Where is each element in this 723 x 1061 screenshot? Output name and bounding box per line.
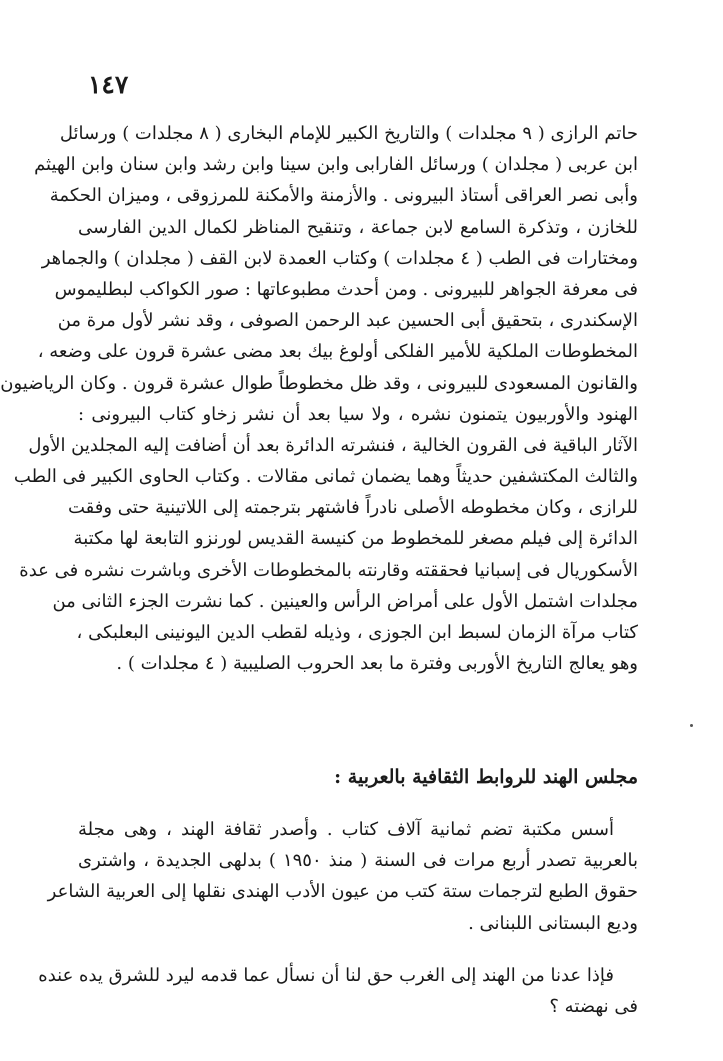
text-line: للرازى ، وكان مخطوطه الأصلى نادراً فاشتهر بترجمته إلى اللاتينية حتى وفقت [67,497,638,519]
text-line: وأبى نصر العراقى أستاذ البيرونى . والأزمنة والأمكنة للمرزوقى ، وميزان الحكمة [49,185,638,207]
section-heading: مجلس الهند للروابط الثقافية بالعربية : [334,766,638,788]
text-line: ومختارات فى الطب ( ٤ مجلدات ) وكتاب العمدة لابن القف ( مجلدان ) والجماهر [41,247,638,269]
margin-mark [690,724,693,727]
text-line: للخازن ، وتذكرة السامع لابن جماعة ، وتنقيح المناظر لكمال الدين الفارسى [78,216,638,238]
text-line: والقانون المسعودى للبيرونى ، وقد ظل مخطوطاً طوال عشرة قرون . وكان الرياضيون [0,372,638,394]
text-line: الدائرة إلى فيلم مصغر للمخطوط من كنيسة القديس لورنزو التابعة لها مكتبة [73,528,638,550]
text-line: والثالث المكتشفين حديثاً وهما يضمان ثمانى مقالات . وكتاب الحاوى الكبير فى الطب [13,466,638,488]
text-line: بالعربية تصدر أربع مرات فى السنة ( منذ ١٩٥٠ ) بدلهى الجديدة ، واشترى [78,850,638,872]
paragraph-libraries [0,118,638,679]
text-line: ابن عربى ( مجلدان ) ورسائل الفارابى وابن سينا وابن رشد وابن سنان وابن الهيثم [34,154,638,176]
text-line: فى نهضته ؟ [549,996,638,1018]
text-line: الآثار الباقية فى القرون الخالية ، فنشرته الدائرة بعد أن أضافت إليه المجلدين الأول [28,434,638,456]
text-line: الهنود والأوربيون يتمنون نشره ، ولا سيا بعد أن نشر زخاو كتاب البيرونى : [78,403,638,425]
text-line: كتاب مرآة الزمان لسبط ابن الجوزى ، وذيله لقطب الدين اليونينى البعلبكى ، [76,622,638,643]
text-line: وديع البستانى اللبنانى . [468,912,638,934]
paragraph-closing [38,960,638,1022]
text-line: وهو يعالج التاريخ الأوربى وفترة ما بعد الحروب الصليبية ( ٤ مجلدات ) . [116,653,638,675]
text-line: المخطوطات الملكية للأمير الفلكى أولوغ بيك بعد مضى عشرة قرون على وضعه ، [37,341,638,363]
text-line: حقوق الطبع لترجمات ستة كتب من عيون الأدب الهندى نقلها إلى العربية الشاعر [47,881,638,903]
text-line: فى معرفة الجواهر للبيرونى . ومن أحدث مطبوعاتها : صور الكواكب لبطليموس [54,278,638,300]
page-number: ١٤٧ [88,70,129,99]
paragraph-council [47,814,638,939]
text-line: حاتم الرازى ( ٩ مجلدات ) والتاريخ الكبير للإمام البخارى ( ٨ مجلدات ) ورسائل [59,123,638,144]
text-line: مجلدات اشتمل الأول على أمراض الرأس والعينين . كما نشرت الجزء الثانى من [52,590,638,612]
text-line: الإسكندرى ، بتحقيق أبى الحسين عبد الرحمن الصوفى ، وقد نشر لأول مرة من [57,310,638,332]
text-line: الأسكوريال فى إسبانيا فحققته وقارنته بالمخطوطات الأخرى وباشرت نشره فى عدة [19,559,638,581]
text-line: فإذا عدنا من الهند إلى الغرب حق لنا أن نسأل عما قدمه ليرد للشرق يده عنده [38,965,614,986]
text-line: أسس مكتبة تضم ثمانية آلاف كتاب . وأصدر ثقافة الهند ، وهى مجلة [78,819,614,840]
